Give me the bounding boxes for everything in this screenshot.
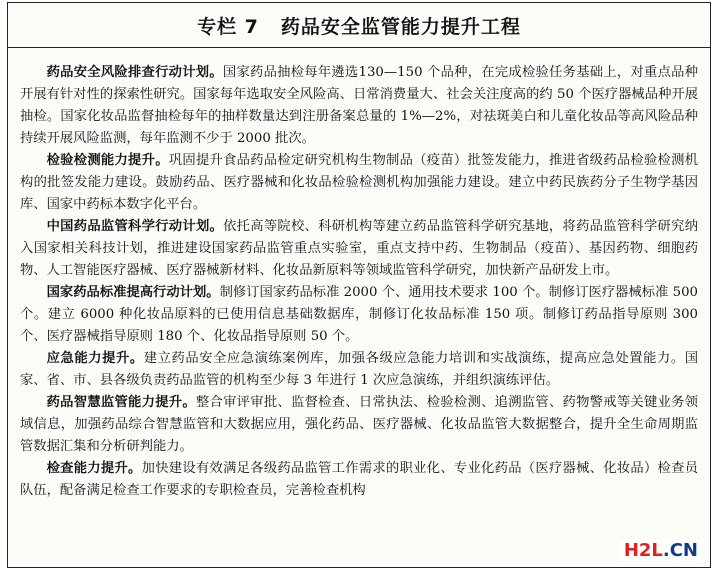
watermark-part-a: H2L [623, 540, 663, 561]
paragraph-inspection [20, 458, 698, 502]
column-box [7, 2, 711, 568]
paragraph-text: 依托高等院校、科研机构等建立药品监管科学研究基地，将药品监管科学研究纳入国家相关科技计划，推进建设国家药品监管重点实验室，重点支持中药、生物制品（疫苗）、基因药物、细胞药物、人工智能医疗器械、医疗器械新材料、化妆品新原料等领域监管科学研究，加快新产品研发上市。 [20, 219, 699, 278]
paragraph-lead: 应急能力提升。 [46, 351, 144, 366]
paragraph-risk-screening [20, 62, 698, 150]
box-content [8, 48, 710, 502]
paragraph-text: 制修订国家药品标准 2000 个、通用技术要求 100 个。制修订医疗器械标准 500 个。建立 6000 种化妆品原料的已使用信息基础数据库，制修订化妆品标准 150 项。制修订药品指导原则 300 个、医疗器械指导原则 180 个、化妆品指导原则 50 个。 [20, 285, 699, 344]
paragraph-text: 巩固提升食品药品检定研究机构生物制品（疫苗）批签发能力，推进省级药品检验检测机构的批签发能力建设。鼓励药品、医疗器械和化妆品检验检测机构加强能力建设。建立中药民族药分子生物学基因库、国家中药标本数字化平台。 [20, 153, 699, 212]
paragraph-testing-capacity [20, 150, 698, 216]
paragraph-text: 整合审评审批、监督检查、日常执法、检验检测、追溯监管、药物警戒等关键业务领域信息，加强药品综合智慧监管和大数据应用，强化药品、医疗器械、化妆品监管大数据整合，提升全生命周期监管数据汇集和分析研判能力。 [20, 395, 699, 454]
paragraph-text: 加快建设有效满足各级药品监管工作需求的职业化、专业化药品（医疗器械、化妆品）检查员队伍，配备满足检查工作要求的专职检查员，完善检查机构 [20, 461, 699, 498]
paragraph-smart-regulation [20, 392, 698, 458]
box-title-number: 专栏 7 [197, 15, 259, 38]
paragraph-standards [20, 282, 698, 348]
paragraph-text: 建立药品安全应急演练案例库，加强各级应急能力培训和实战演练，提高应急处置能力。国家、省、市、县各级负责药品监管的机构至少每 3 年进行 1 次应急演练，并组织演练评估。 [20, 351, 699, 388]
paragraph-lead: 药品智慧监管能力提升。 [46, 395, 196, 410]
paragraph-lead: 国家药品标准提高行动计划。 [46, 285, 220, 300]
paragraph-lead: 药品安全风险排查行动计划。 [46, 65, 223, 80]
paragraph-emergency [20, 348, 698, 392]
site-watermark-logo [620, 540, 702, 561]
paragraph-lead: 检验检测能力提升。 [46, 153, 169, 168]
paragraph-lead: 中国药品监管科学行动计划。 [46, 219, 224, 234]
paragraph-text: 国家药品抽检每年遴选130—150 个品种，在完成检验任务基础上，对重点品种开展有针对性的探索性研究。国家每年选取安全风险高、日常消费量大、社会关注度高的约 50 个医疗器械品种开展抽检。国家化妆品监督抽检每年的抽样数量达到注册备案总量的 1%—2%，对祛斑美白和儿童化妆品等高风险品种持续开展风险监测，每年监测不少于 2000 批次。 [20, 65, 698, 146]
paragraph-lead: 检查能力提升。 [46, 461, 142, 476]
box-title [8, 3, 710, 48]
watermark-part-b: .CN [662, 540, 698, 561]
paragraph-regulatory-science [20, 216, 698, 282]
box-title-text: 药品安全监管能力提升工程 [280, 15, 521, 38]
